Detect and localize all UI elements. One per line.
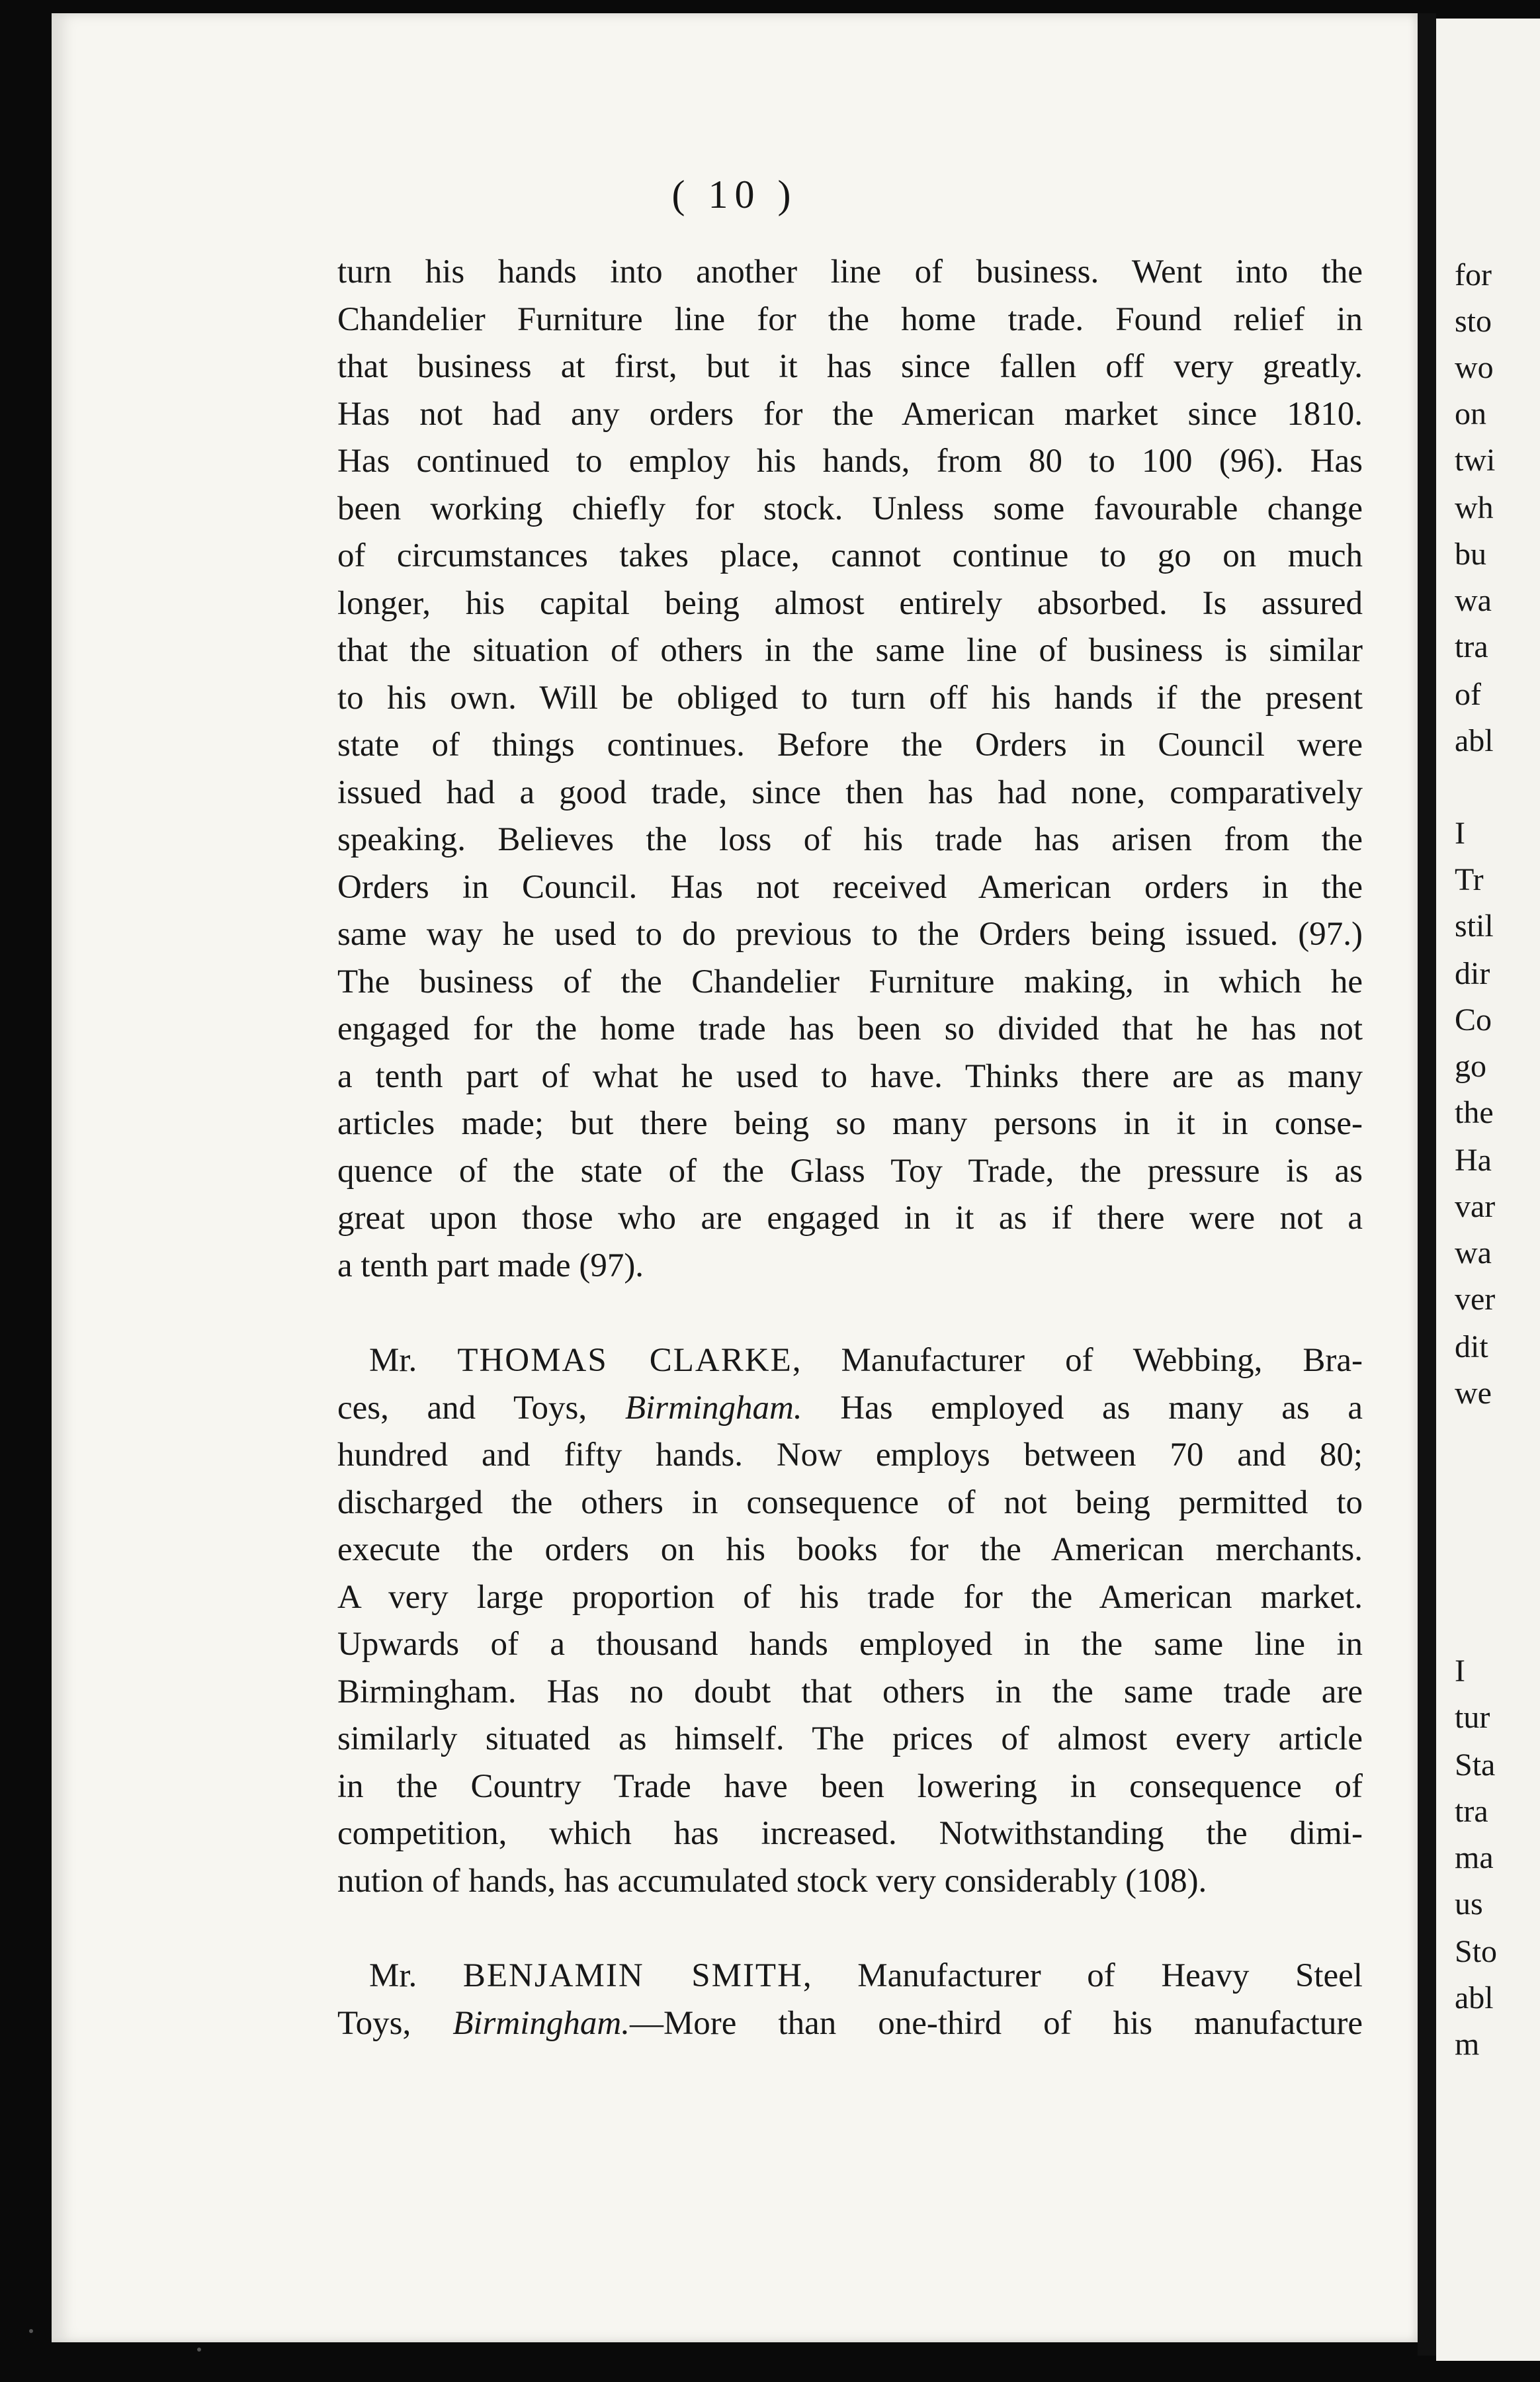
text-line: issued had a good trade, since then has had none, comparatively	[337, 773, 1363, 811]
facing-fragment: us	[1455, 1886, 1483, 1921]
text-line: to his own. Will be obliged to turn off his hands if the present	[337, 679, 1363, 717]
facing-fragment: for	[1455, 257, 1492, 292]
facing-page-edge	[1436, 19, 1540, 2361]
facing-fragment: tra	[1455, 1794, 1488, 1829]
facing-fragment: Ha	[1455, 1143, 1492, 1178]
text-line: state of things continues. Before the Orders in Council were	[337, 727, 1363, 764]
facing-fragment: twi	[1455, 443, 1496, 478]
entry-description: , Manufacturer of Webbing, Bra-	[792, 1342, 1363, 1379]
facing-fragment: go	[1455, 1049, 1486, 1084]
text-line: hundred and fifty hands. Now employs between 70 and 80;	[337, 1436, 1363, 1474]
text-line: similarly situated as himself. The prices of almost every article	[337, 1720, 1363, 1757]
text-line: turn his hands into another line of business. Went into the	[337, 253, 1363, 290]
facing-fragment: tur	[1455, 1700, 1490, 1735]
text-line: great upon those who are engaged in it as if there were not a	[337, 1200, 1363, 1237]
text-line: in the Country Trade have been lowering in consequence of	[337, 1767, 1363, 1805]
facing-fragment: stil	[1455, 908, 1494, 944]
place-name: Birmingham.	[452, 2004, 630, 2042]
body-text	[337, 249, 1363, 2047]
book-page	[52, 13, 1418, 2342]
book-gutter	[1418, 13, 1436, 2356]
facing-fragment: abl	[1455, 723, 1494, 758]
facing-fragment: I	[1455, 1654, 1465, 1689]
facing-fragment: var	[1455, 1189, 1496, 1224]
text-line: Orders in Council. Has not received American orders in the	[337, 868, 1363, 906]
facing-fragment: Tr	[1455, 862, 1484, 897]
paragraph-3	[337, 1953, 1363, 2047]
facing-fragment: abl	[1455, 1980, 1494, 2015]
facing-fragment: wo	[1455, 350, 1494, 385]
text-line: engaged for the home trade has been so divided that he has not	[337, 1010, 1363, 1047]
text-line: Has continued to employ his hands, from 80 to 100 (96). Has	[337, 443, 1363, 480]
facing-fragment: ver	[1455, 1282, 1496, 1317]
witness-name: THOMAS CLARKE	[457, 1342, 792, 1379]
facing-fragment: dit	[1455, 1329, 1488, 1364]
facing-fragment: sto	[1455, 304, 1492, 339]
scan-speck	[29, 2329, 33, 2333]
text-line: discharged the others in consequence of not being permitted to	[337, 1483, 1363, 1521]
text-line: execute the orders on his books for the American merchants.	[337, 1531, 1363, 1568]
text-line	[337, 2000, 1363, 2048]
entry-prefix: Mr.	[369, 1957, 463, 1994]
text-fragment: Toys,	[337, 2004, 453, 2042]
text-line: Upwards of a thousand hands employed in the same line in	[337, 1626, 1363, 1663]
text-line: The business of the Chandelier Furniture making, in which he	[337, 963, 1363, 1000]
text-line: same way he used to do previous to the Orders being issued. (97.)	[337, 916, 1363, 953]
paragraph-2	[337, 1337, 1363, 1905]
text-line: quence of the state of the Glass Toy Trade, the pressure is as	[337, 1152, 1363, 1190]
facing-fragment: m	[1455, 2027, 1480, 2062]
text-fragment: ces, and Toys,	[337, 1389, 625, 1427]
entry-prefix: Mr.	[369, 1342, 458, 1379]
text-line: a tenth part of what he used to have. Thinks there are as many	[337, 1057, 1363, 1095]
witness-name: BENJAMIN SMITH	[462, 1957, 803, 1994]
text-line: been working chiefly for stock. Unless some favourable change	[337, 490, 1363, 527]
facing-fragment: I	[1455, 816, 1465, 851]
entry-description: , Manufacturer of Heavy Steel	[802, 1957, 1363, 1994]
facing-fragment: Co	[1455, 1002, 1492, 1037]
text-line: of circumstances takes place, cannot continue to go on much	[337, 537, 1363, 574]
facing-fragment: Sto	[1455, 1934, 1498, 1969]
facing-fragment: on	[1455, 396, 1486, 431]
text-line: speaking. Believes the loss of his trade has arisen from the	[337, 821, 1363, 858]
entry-heading-line	[337, 1953, 1363, 2000]
text-line: competition, which has increased. Notwithstanding the dimi-	[337, 1815, 1363, 1852]
facing-fragment: we	[1455, 1376, 1492, 1411]
text-line: Has not had any orders for the American market since 1810.	[337, 395, 1363, 433]
facing-fragment: wa	[1455, 1235, 1492, 1270]
text-line: nution of hands, has accumulated stock very considerably (108).	[337, 1862, 1207, 1900]
text-line: a tenth part made (97).	[337, 1247, 644, 1284]
text-line: that business at first, but it has since fallen off very greatly.	[337, 348, 1363, 385]
text-line: articles made; but there being so many persons in it in conse-	[337, 1105, 1363, 1142]
facing-fragment: dir	[1455, 956, 1490, 991]
facing-fragment: wa	[1455, 583, 1492, 618]
text-line	[337, 1385, 1363, 1433]
paragraph-1	[337, 249, 1363, 1290]
text-line: A very large proportion of his trade for the American market.	[337, 1578, 1363, 1616]
facing-fragment: bu	[1455, 537, 1486, 572]
entry-heading-line	[337, 1337, 1363, 1385]
text-fragment: —More than one-third of his manufacture	[629, 2004, 1363, 2042]
text-fragment: Has employed as many as a	[802, 1389, 1363, 1427]
facing-fragment: of	[1455, 677, 1481, 712]
page-number: ( 10 )	[671, 173, 798, 216]
facing-fragment: wh	[1455, 490, 1494, 525]
scan-speck	[197, 2348, 201, 2352]
text-line: longer, his capital being almost entirely absorbed. Is assured	[337, 584, 1363, 622]
facing-fragment: ma	[1455, 1840, 1494, 1875]
facing-fragment: tra	[1455, 629, 1488, 664]
text-line: Birmingham. Has no doubt that others in the same trade are	[337, 1673, 1363, 1710]
text-line: Chandelier Furniture line for the home trade. Found relief in	[337, 300, 1363, 338]
facing-fragment: the	[1455, 1095, 1494, 1130]
text-line: that the situation of others in the same line of business is similar	[337, 632, 1363, 669]
facing-fragment: Sta	[1455, 1747, 1496, 1783]
place-name: Birmingham.	[624, 1389, 802, 1427]
